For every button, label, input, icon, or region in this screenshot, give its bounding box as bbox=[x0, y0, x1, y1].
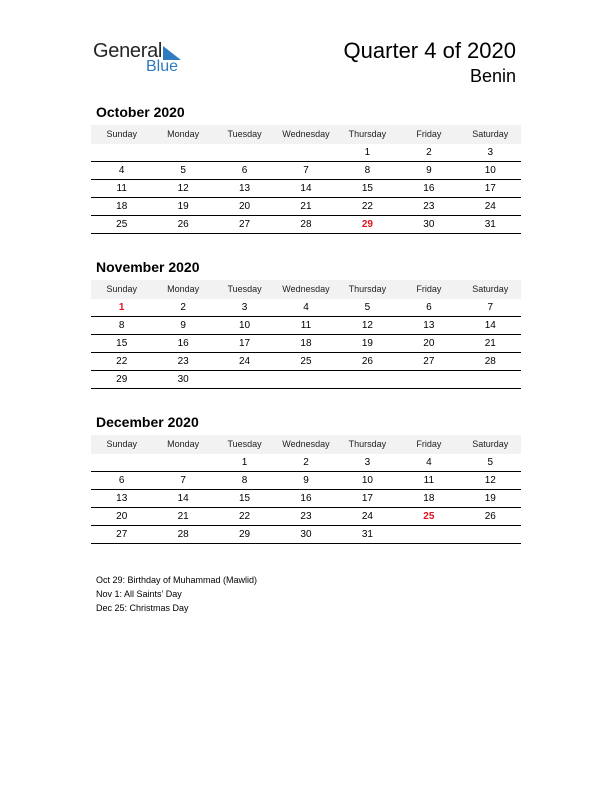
day-cell: 16 bbox=[300, 493, 312, 504]
day-cell: 27 bbox=[116, 529, 128, 540]
holiday-note: Nov 1: All Saints’ Day bbox=[96, 589, 182, 599]
day-cell: 22 bbox=[361, 201, 373, 212]
day-cell: 16 bbox=[423, 183, 435, 194]
day-cell: 20 bbox=[239, 201, 251, 212]
weekday-label: Wednesday bbox=[282, 439, 330, 449]
weekday-label: Sunday bbox=[106, 284, 137, 294]
day-cell: 24 bbox=[239, 356, 251, 367]
country-name: Benin bbox=[469, 66, 516, 86]
day-cell: 15 bbox=[239, 493, 251, 504]
day-cell: 23 bbox=[423, 201, 435, 212]
weekday-label: Saturday bbox=[472, 284, 509, 294]
day-cell: 6 bbox=[426, 302, 432, 313]
week-row bbox=[91, 198, 521, 216]
day-cell: 8 bbox=[118, 320, 125, 331]
logo-word-general: General bbox=[93, 40, 163, 62]
day-cell: 30 bbox=[177, 374, 189, 385]
weekday-label: Sunday bbox=[106, 439, 137, 449]
week-row bbox=[91, 335, 521, 353]
day-cell: 10 bbox=[484, 165, 496, 176]
week-row bbox=[91, 216, 521, 234]
weekday-header bbox=[91, 435, 521, 454]
month-title: December 2020 bbox=[96, 414, 199, 430]
day-cell: 30 bbox=[423, 219, 435, 230]
day-cell: 26 bbox=[361, 356, 373, 367]
week-row bbox=[91, 162, 521, 180]
day-cell: 9 bbox=[426, 165, 432, 176]
day-cell: 18 bbox=[116, 201, 128, 212]
weekday-label: Saturday bbox=[472, 439, 509, 449]
week-row bbox=[91, 353, 521, 371]
day-cell: 8 bbox=[241, 475, 248, 486]
day-cell: 12 bbox=[484, 475, 496, 486]
day-cell: 26 bbox=[177, 219, 189, 230]
day-cell: 5 bbox=[487, 457, 494, 468]
week-row bbox=[91, 490, 521, 508]
empty-day-cell bbox=[398, 371, 459, 388]
day-cell: 14 bbox=[484, 320, 496, 331]
holiday-notes bbox=[96, 573, 257, 615]
weekday-label: Monday bbox=[167, 439, 200, 449]
day-cell: 2 bbox=[426, 147, 432, 158]
empty-day-cell bbox=[214, 144, 275, 161]
day-cell: 5 bbox=[180, 165, 186, 176]
day-cell: 3 bbox=[364, 457, 371, 468]
day-cell: 13 bbox=[116, 493, 128, 504]
weekday-label: Friday bbox=[416, 284, 442, 294]
weekday-label: Tuesday bbox=[227, 439, 262, 449]
day-cell: 7 bbox=[487, 302, 494, 313]
holiday-day-cell: 29 bbox=[361, 219, 373, 230]
day-cell: 8 bbox=[364, 165, 371, 176]
day-cell: 19 bbox=[177, 201, 189, 212]
day-cell: 3 bbox=[487, 147, 494, 158]
day-cell: 24 bbox=[484, 201, 496, 212]
weekday-label: Monday bbox=[167, 129, 200, 139]
weekday-label: Thursday bbox=[348, 284, 387, 294]
month-december bbox=[91, 414, 521, 544]
empty-day-cell bbox=[398, 526, 459, 543]
day-cell: 18 bbox=[423, 493, 435, 504]
day-cell: 17 bbox=[361, 493, 373, 504]
week-row bbox=[91, 371, 521, 389]
weekday-header bbox=[91, 125, 521, 144]
holiday-day-cell: 25 bbox=[423, 511, 435, 522]
weekday-label: Friday bbox=[416, 439, 442, 449]
day-cell: 27 bbox=[423, 356, 435, 367]
day-cell: 6 bbox=[241, 165, 248, 176]
month-october bbox=[91, 104, 521, 234]
day-cell: 28 bbox=[177, 529, 189, 540]
day-cell: 22 bbox=[116, 356, 128, 367]
weekday-label: Saturday bbox=[472, 129, 509, 139]
day-cell: 24 bbox=[361, 511, 373, 522]
day-cell: 7 bbox=[180, 475, 186, 486]
day-cell: 4 bbox=[303, 302, 309, 313]
empty-day-cell bbox=[91, 144, 152, 161]
empty-day-cell bbox=[91, 454, 152, 471]
day-cell: 15 bbox=[116, 338, 128, 349]
empty-day-cell bbox=[460, 371, 521, 388]
day-cell: 12 bbox=[177, 183, 189, 194]
empty-day-cell bbox=[152, 144, 213, 161]
day-cell: 6 bbox=[118, 475, 125, 486]
empty-day-cell bbox=[275, 144, 336, 161]
week-rows bbox=[91, 299, 521, 389]
day-cell: 11 bbox=[300, 320, 312, 331]
week-row bbox=[91, 472, 521, 490]
month-november bbox=[91, 259, 521, 389]
week-row bbox=[91, 526, 521, 544]
week-row bbox=[91, 180, 521, 198]
weekday-label: Wednesday bbox=[282, 129, 330, 139]
empty-day-cell bbox=[460, 526, 521, 543]
logo-word-blue: Blue bbox=[146, 58, 179, 75]
week-rows bbox=[91, 144, 521, 234]
day-cell: 14 bbox=[177, 493, 189, 504]
weekday-label: Monday bbox=[167, 284, 200, 294]
day-cell: 10 bbox=[361, 475, 373, 486]
day-cell: 12 bbox=[361, 320, 373, 331]
day-cell: 13 bbox=[423, 320, 435, 331]
day-cell: 23 bbox=[300, 511, 312, 522]
day-cell: 25 bbox=[300, 356, 312, 367]
holiday-note: Dec 25: Christmas Day bbox=[96, 603, 189, 613]
weekday-label: Tuesday bbox=[227, 284, 262, 294]
generalblue-logo bbox=[93, 40, 193, 78]
day-cell: 4 bbox=[426, 457, 432, 468]
day-cell: 29 bbox=[116, 374, 128, 385]
day-cell: 23 bbox=[177, 356, 189, 367]
day-cell: 31 bbox=[484, 219, 496, 230]
day-cell: 25 bbox=[116, 219, 128, 230]
week-row bbox=[91, 317, 521, 335]
day-cell: 17 bbox=[239, 338, 251, 349]
weekday-header bbox=[91, 280, 521, 299]
day-cell: 1 bbox=[364, 147, 371, 158]
day-cell: 31 bbox=[361, 529, 373, 540]
holiday-day-cell: 1 bbox=[118, 302, 125, 313]
day-cell: 9 bbox=[180, 320, 186, 331]
week-row bbox=[91, 508, 521, 526]
day-cell: 21 bbox=[300, 201, 312, 212]
day-cell: 2 bbox=[303, 457, 309, 468]
day-cell: 5 bbox=[364, 302, 371, 313]
month-title: November 2020 bbox=[96, 259, 200, 275]
day-cell: 29 bbox=[239, 529, 251, 540]
empty-day-cell bbox=[337, 371, 398, 388]
day-cell: 14 bbox=[300, 183, 312, 194]
day-cell: 17 bbox=[484, 183, 496, 194]
day-cell: 11 bbox=[423, 475, 435, 486]
weekday-label: Tuesday bbox=[227, 129, 262, 139]
day-cell: 30 bbox=[300, 529, 312, 540]
week-rows bbox=[91, 454, 521, 544]
empty-day-cell bbox=[275, 371, 336, 388]
day-cell: 9 bbox=[303, 475, 309, 486]
weekday-label: Thursday bbox=[348, 439, 387, 449]
week-row bbox=[91, 454, 521, 472]
day-cell: 2 bbox=[180, 302, 186, 313]
week-row bbox=[91, 299, 521, 317]
day-cell: 16 bbox=[177, 338, 189, 349]
empty-day-cell bbox=[152, 454, 213, 471]
day-cell: 21 bbox=[484, 338, 496, 349]
day-cell: 3 bbox=[241, 302, 248, 313]
day-cell: 28 bbox=[484, 356, 496, 367]
weekday-label: Sunday bbox=[106, 129, 137, 139]
month-title: October 2020 bbox=[96, 104, 185, 120]
weekday-label: Friday bbox=[416, 129, 442, 139]
day-cell: 4 bbox=[118, 165, 125, 176]
day-cell: 7 bbox=[303, 165, 309, 176]
day-cell: 26 bbox=[484, 511, 496, 522]
day-cell: 19 bbox=[361, 338, 373, 349]
day-cell: 28 bbox=[300, 219, 312, 230]
day-cell: 15 bbox=[361, 183, 373, 194]
day-cell: 19 bbox=[484, 493, 496, 504]
day-cell: 11 bbox=[116, 183, 127, 194]
empty-day-cell bbox=[214, 371, 275, 388]
day-cell: 20 bbox=[423, 338, 435, 349]
week-row bbox=[91, 144, 521, 162]
day-cell: 10 bbox=[239, 320, 251, 331]
day-cell: 1 bbox=[241, 457, 248, 468]
quarter-title: Quarter 4 of 2020 bbox=[343, 38, 516, 63]
day-cell: 27 bbox=[239, 219, 251, 230]
day-cell: 20 bbox=[116, 511, 128, 522]
day-cell: 21 bbox=[177, 511, 189, 522]
weekday-label: Wednesday bbox=[282, 284, 330, 294]
day-cell: 22 bbox=[239, 511, 251, 522]
weekday-label: Thursday bbox=[348, 129, 387, 139]
day-cell: 13 bbox=[239, 183, 251, 194]
holiday-note: Oct 29: Birthday of Muhammad (Mawlid) bbox=[96, 575, 258, 585]
day-cell: 18 bbox=[300, 338, 312, 349]
